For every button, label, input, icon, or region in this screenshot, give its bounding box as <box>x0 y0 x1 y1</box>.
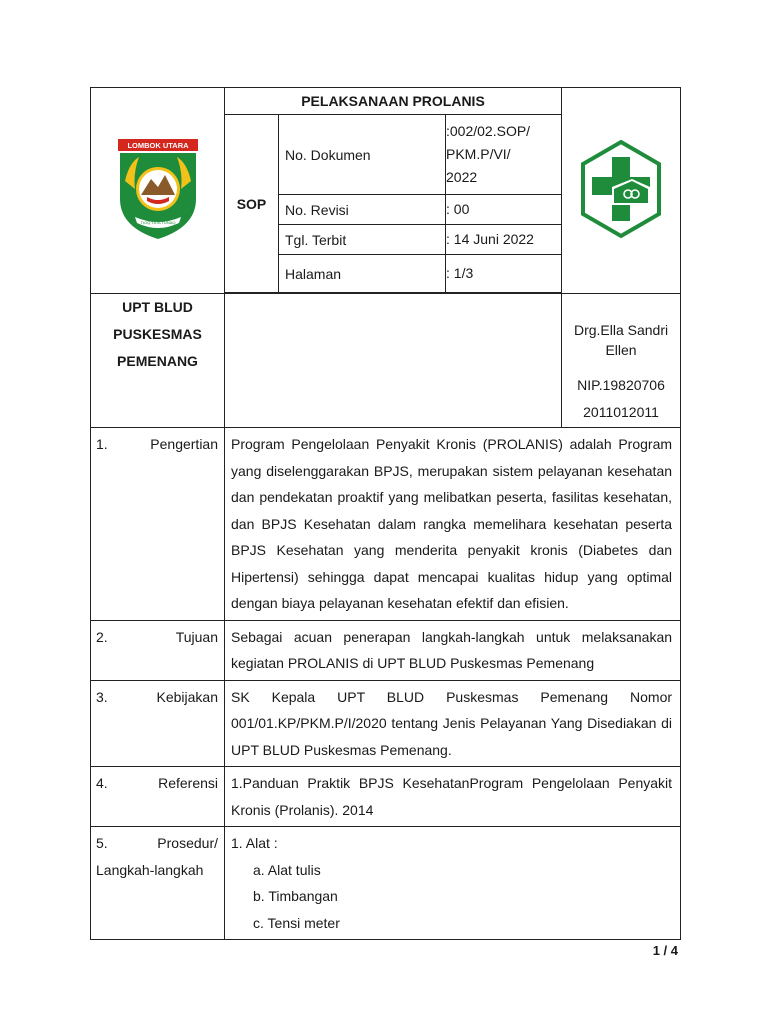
section-number: 3. <box>96 688 108 705</box>
list-item: b. Timbangan <box>253 888 338 904</box>
lombok-utara-logo <box>115 137 201 241</box>
section-body-pengertian: Program Pengelolaan Penyakit Kronis (PROLANIS) adalah Program yang diselenggarakan BPJS, merupakan sistem pelayanan kesehatan dan pendekatan proaktif yang melibatkan peserta, fasilitas kesehatan, dan BPJS Kesehatan dalam rangka memelihara kesehatan peserta BPJS Kesehatan yang menderita penyakit kronis (Diabetes dan Hipertensi) sehingga dapat mencapai kualitas hidup yang optimal dengan biaya pelayanan kesehatan efektif dan efisien. <box>225 428 681 621</box>
meta-value-no-revisi: : 00 <box>446 195 562 225</box>
meta-label-no-revisi: No. Revisi <box>279 195 446 225</box>
meta-value-line: 2022 <box>446 169 478 185</box>
section-body-kebijakan: SK Kepala UPT BLUD Puskesmas Pemenang Nomor 001/01.KP/PKM.P/I/2020 tentang Jenis Pelayanan Yang Disediakan di UPT BLUD Puskesmas Pemenang. <box>225 680 681 767</box>
section-label-pengertian <box>91 428 225 621</box>
signer-nip <box>562 372 680 426</box>
logo-region-text: LOMBOK UTARA <box>126 141 189 150</box>
organization-name <box>91 294 225 428</box>
section-body-tujuan: Sebagai acuan penerapan langkah-langkah untuk melaksanakan kegiatan PROLANIS di UPT BLUD Puskesmas Pemenang <box>225 620 681 680</box>
section-title: Tujuan <box>175 628 218 645</box>
section-body-prosedur <box>225 827 681 940</box>
sop-table <box>90 87 681 940</box>
page-number: 1 / 4 <box>652 943 678 958</box>
section-body-referensi: 1.Panduan Praktik BPJS KesehatanProgram Pengelolaan Penyakit Kronis (Prolanis). 2014 <box>225 767 681 827</box>
right-logo-cell <box>562 88 681 294</box>
org-line: UPT BLUD <box>122 299 193 315</box>
section-title: Prosedur/ <box>157 835 218 851</box>
section-label-referensi <box>91 767 225 827</box>
nip-line: 2011012011 <box>583 404 659 420</box>
list-item: c. Tensi meter <box>253 914 340 931</box>
logo-motto-text: TIOQ TATA TUNAQ <box>140 220 175 225</box>
meta-value-halaman: : 1/3 <box>446 255 562 293</box>
section-number: 4. <box>96 775 108 791</box>
section-title: Kebijakan <box>156 688 218 705</box>
signer-block <box>562 294 681 428</box>
meta-label-tgl-terbit: Tgl. Terbit <box>279 225 446 255</box>
meta-value-tgl-terbit: : 14 Juni 2022 <box>446 225 562 255</box>
document-title: PELAKSANAAN PROLANIS <box>225 88 562 115</box>
nip-line: NIP.19820706 <box>577 377 665 393</box>
procedure-heading: 1. Alat : <box>231 835 278 851</box>
section-number: 1. <box>96 436 108 452</box>
meta-label-halaman: Halaman <box>279 255 446 293</box>
section-label-tujuan <box>91 620 225 680</box>
sop-document <box>90 87 680 940</box>
meta-value-line: :002/02.SOP/ <box>446 123 531 139</box>
sop-label: SOP <box>225 115 279 293</box>
section-title: Referensi <box>158 775 218 791</box>
meta-value-no-dokumen <box>446 115 562 195</box>
section-label-prosedur <box>91 827 225 940</box>
signer-name: Drg.Ella Sandri Ellen <box>573 322 669 358</box>
section-number: 2. <box>96 628 108 645</box>
meta-label-no-dokumen: No. Dokumen <box>279 115 446 195</box>
org-line: PEMENANG <box>117 353 198 369</box>
section-title-continued: Langkah-langkah <box>96 861 204 878</box>
empty-signature-area <box>225 294 562 428</box>
section-label-kebijakan <box>91 680 225 767</box>
left-logo-cell <box>91 88 225 294</box>
org-line: PUSKESMAS <box>113 326 202 342</box>
puskesmas-logo <box>578 139 664 239</box>
meta-value-line: PKM.P/VI/ <box>446 146 511 162</box>
section-title: Pengertian <box>150 436 218 452</box>
list-item: a. Alat tulis <box>253 861 321 878</box>
section-number: 5. <box>96 835 108 851</box>
